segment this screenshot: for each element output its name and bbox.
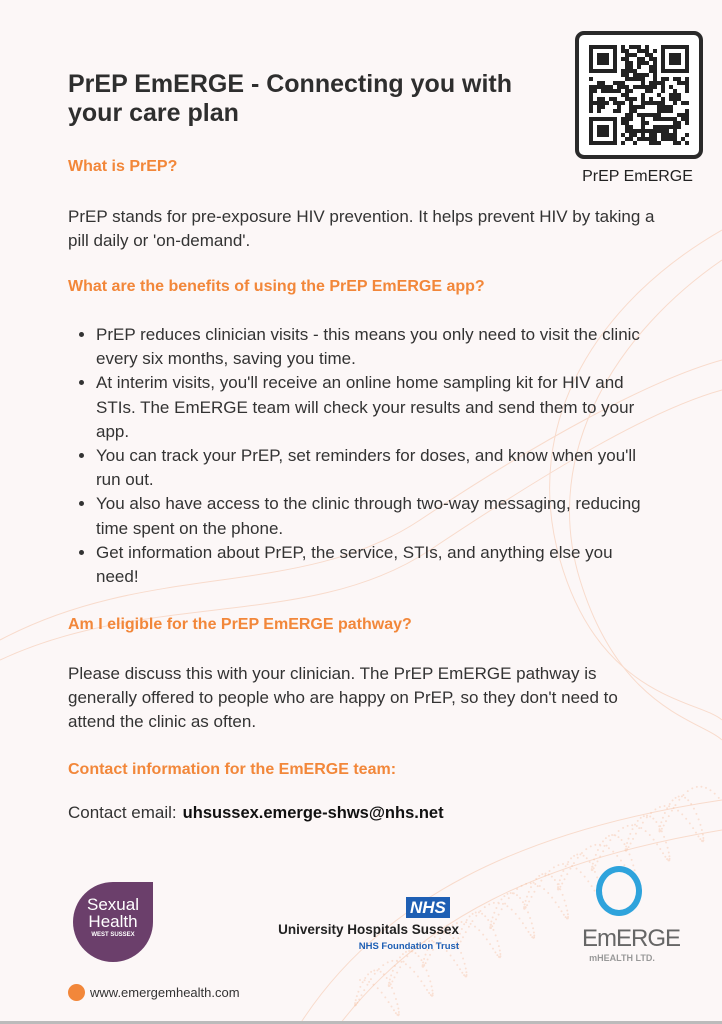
logo-text: mHEALTH LTD.	[589, 953, 655, 963]
section-heading-eligible: Am I eligible for the PrEP EmERGE pathway?	[68, 616, 412, 633]
qr-code-pattern	[589, 45, 689, 145]
logo-text: Health	[88, 912, 138, 931]
logo-text: WEST SUSSEX	[91, 932, 135, 938]
logo-text: EmERGE	[582, 925, 681, 952]
section-body-what: PrEP stands for pre-exposure HIV prevention. It helps prevent HIV by taking a pill daily or 'on-demand'.	[68, 207, 655, 250]
list-item: • At interim visits, you'll receive an online home sampling kit for HIV and STIs. The EmERGE team will check your results and send them to your app.	[96, 371, 656, 444]
website-link[interactable]	[68, 984, 240, 1001]
website-url: www.emergemhealth.com	[90, 985, 240, 1000]
qr-code[interactable]	[575, 31, 703, 159]
contact-email-label: Contact email:	[68, 803, 177, 822]
globe-icon	[68, 984, 85, 1001]
list-item: • PrEP reduces clinician visits - this means you only need to visit the clinic every six months, saving you time.	[96, 323, 656, 371]
emerge-ring-icon	[596, 866, 642, 916]
benefits-list	[68, 323, 656, 589]
nhs-logo: NHS	[406, 897, 450, 918]
list-item: • Get information about PrEP, the service, STIs, and anything else you need!	[96, 541, 656, 589]
section-heading-benefits: What are the benefits of using the PrEP EmERGE app?	[68, 278, 485, 295]
list-item: • You also have access to the clinic through two-way messaging, reducing time spent on the phone.	[96, 492, 656, 540]
sexual-health-west-sussex-logo	[73, 882, 153, 962]
section-body-eligible: Please discuss this with your clinician. The PrEP EmERGE pathway is generally offered to people who are happy on PrEP, so they don't need to attend the clinic as often.	[68, 664, 618, 731]
page-title: PrEP EmERGE - Connecting you with your care plan	[68, 70, 513, 127]
nhs-trust-subtitle: NHS Foundation Trust	[358, 941, 459, 952]
section-heading-contact: Contact information for the EmERGE team:	[68, 761, 397, 778]
nhs-trust-name: University Hospitals Sussex	[278, 922, 459, 937]
emerge-logo	[582, 925, 681, 963]
list-item: • You can track your PrEP, set reminders for doses, and know when you'll run out.	[96, 444, 656, 492]
logo-text: Sexual	[87, 895, 139, 914]
contact-line	[68, 801, 668, 825]
contact-email-link[interactable]: uhsussex.emerge-shws@nhs.net	[182, 804, 444, 822]
qr-code-label: PrEP EmERGE	[582, 168, 693, 185]
section-heading-what: What is PrEP?	[68, 158, 178, 175]
